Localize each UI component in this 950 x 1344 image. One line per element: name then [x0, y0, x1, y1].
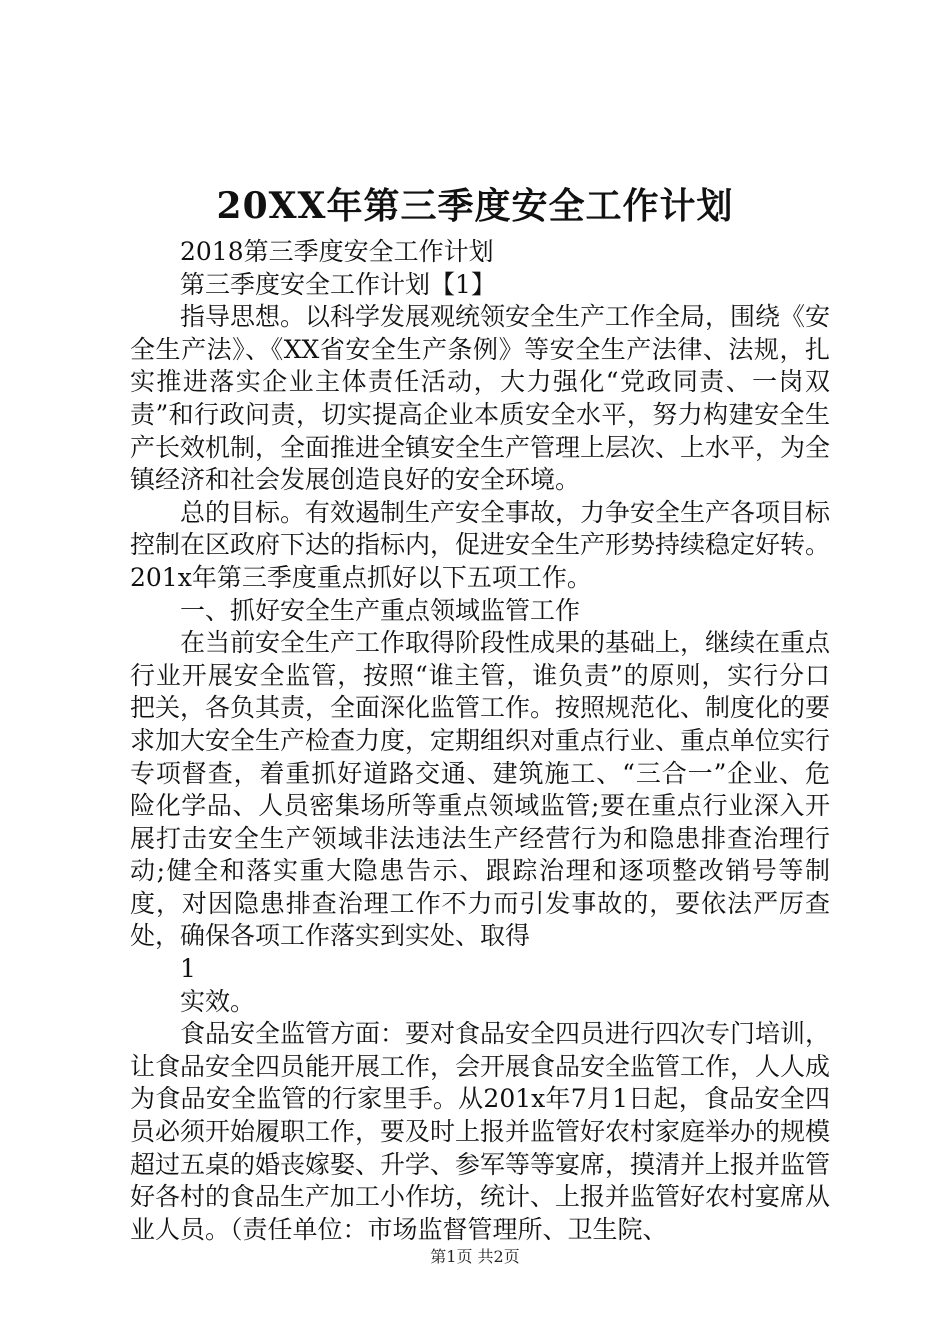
page-footer: 第1页 共2页 [430, 1247, 520, 1266]
paragraph-food-safety: 食品安全监管方面：要对食品安全四员进行四次专门培训，让食品安全四员能开展工作，会开展食品安全监管工作，人人成为食品安全监管的行家里手。从201x年7月1日起，食品安全四员必须开始履职工作，要及时上报并监管好农村家庭举办的规模超过五桌的婚丧嫁娶、升学、参军等等宴席，摸清并上报并监管好各村的食品生产加工小作坊，统计、上报并监管好农村宴席从业人员。（责任单位：市场监督管理所、卫生院、 [130, 1019, 831, 1244]
document-body [130, 236, 830, 1246]
paragraph-guiding-idea: 指导思想。以科学发展观统领安全生产工作全局，围绕《安全生产法》、《XX省安全生产条例》等安全生产法律、法规，扎实推进落实企业主体责任活动，大力强化“党政同责、一岗双责”和行政问责，切实提高企业本质安全水平，努力构建安全生产长效机制，全面推进全镇安全生产管理上层次、上水平，为全镇经济和社会发展创造良好的安全环境。 [130, 302, 831, 495]
page-title: 20XX年第三季度安全工作计划 [216, 185, 734, 227]
paragraph-key-supervision: 在当前安全生产工作取得阶段性成果的基础上，继续在重点行业开展安全监管，按照“谁主管，谁负责”的原则，实行分口把关，各负其责，全面深化监管工作。按照规范化、制度化的要求加大安全生产检查力度，定期组织对重点行业、重点单位实行专项督查，着重抓好道路交通、建筑施工、“三合一”企业、危险化学品、人员密集场所等重点领域监管;要在重点行业深入开展打击安全生产领域非法违法生产经营行为和隐患排查治理行动;健全和落实重大隐患告示、跟踪治理和逐项整改销号等制度，对因隐患排查治理工作不力而引发事故的，要依法严厉查处，确保各项工作落实到实处、取得 [130, 628, 831, 951]
section-heading: 第三季度安全工作计划【1】 [180, 269, 496, 299]
subtitle-line: 2018第三季度安全工作计划 [180, 237, 494, 266]
section-heading-1: 一、抓好安全生产重点领域监管工作 [180, 595, 581, 625]
paragraph-continuation: 实效。 [180, 986, 256, 1016]
inline-page-number: 1 [180, 954, 196, 984]
paragraph-overall-goal: 总的目标。有效遏制生产安全事故，力争安全生产各项目标控制在区政府下达的指标内，促进安全生产形势持续稳定好转。201x年第三季度重点抓好以下五项工作。 [130, 497, 831, 592]
